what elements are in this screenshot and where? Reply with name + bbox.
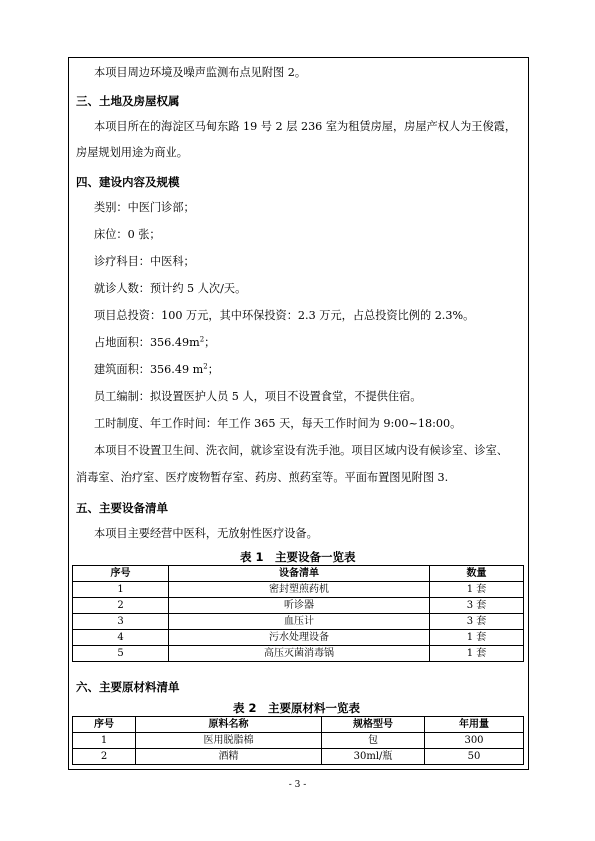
table-cell: 1 套 xyxy=(430,630,524,646)
table-header: 规格型号 xyxy=(322,717,425,733)
table-row xyxy=(73,582,524,598)
materials-table xyxy=(72,716,524,765)
line-land-area: 占地面积：$356.49m^2$； xyxy=(94,335,216,349)
line-building-area: 建筑面积：356.49 $m^2$； xyxy=(94,362,219,376)
table-cell: 密封塑煎药机 xyxy=(169,582,430,598)
page-number: - 3 - xyxy=(288,780,307,790)
table-header: 年用量 xyxy=(425,717,524,733)
line-investment: 项目总投资：100 万元，其中环保投资：2.3 万元，占总投资比例的 2.3%。 xyxy=(94,309,475,322)
table-cell: 医用脱脂棉 xyxy=(136,733,322,749)
table-row xyxy=(73,598,524,614)
table-cell: 高压灭菌消毒锅 xyxy=(169,646,430,662)
line-staff: 员工编制：拟设置医护人员 5 人，项目不设置食堂，不提供住宿。 xyxy=(94,390,422,403)
line-category: 类别：中医门诊部； xyxy=(94,201,195,214)
table-header: 序号 xyxy=(73,566,169,582)
heading-construction: 四、建设内容及规模 xyxy=(76,175,180,189)
table-header-row xyxy=(73,566,524,582)
table-cell: 听诊器 xyxy=(169,598,430,614)
line-layout-1: 本项目不设置卫生间、洗衣间，就诊室设有洗手池。项目区域内设有候诊室、诊室、 xyxy=(94,444,508,457)
table-header: 序号 xyxy=(73,717,136,733)
line-departments: 诊疗科目：中医科； xyxy=(94,255,195,268)
paragraph-env: 本项目周边环境及噪声监测布点见附图 2。 xyxy=(94,66,307,79)
table-cell: 3 套 xyxy=(430,598,524,614)
paragraph-land-2: 房屋规划用途为商业。 xyxy=(76,146,188,159)
paragraph-equipment: 本项目主要经营中医科，无放射性医疗设备。 xyxy=(94,527,318,540)
table-header: 原料名称 xyxy=(136,717,322,733)
table-row xyxy=(73,749,524,765)
table-cell: 30ml/瓶 xyxy=(322,749,425,765)
page-frame xyxy=(68,57,529,770)
table-cell: 3 套 xyxy=(430,614,524,630)
line-visitors: 就诊人数：预计约 5 人次/天。 xyxy=(94,282,247,295)
table-cell: 1 xyxy=(73,733,136,749)
table-cell: 50 xyxy=(425,749,524,765)
table-cell: 1 xyxy=(73,582,169,598)
table-row xyxy=(73,614,524,630)
line-beds: 床位：0 张； xyxy=(94,228,161,241)
table-cell: 5 xyxy=(73,646,169,662)
table-cell: 污水处理设备 xyxy=(169,630,430,646)
heading-equipment: 五、主要设备清单 xyxy=(76,501,168,515)
paragraph-land-1: 本项目所在的海淀区马甸东路 19 号 2 层 236 室为租赁房屋，房屋产权人为王俊霞， xyxy=(94,120,517,133)
table-cell: 酒精 xyxy=(136,749,322,765)
table-cell: 1 套 xyxy=(430,582,524,598)
heading-land: 三、土地及房屋权属 xyxy=(76,94,180,108)
table-cell: 2 xyxy=(73,749,136,765)
table-cell: 包 xyxy=(322,733,425,749)
table-cell: 血压计 xyxy=(169,614,430,630)
table-row xyxy=(73,630,524,646)
table-cell: 4 xyxy=(73,630,169,646)
line-layout-2: 消毒室、治疗室、医疗废物暂存室、药房、煎药室等。平面布置图见附图 3. xyxy=(76,471,449,484)
table-header: 设备清单 xyxy=(169,566,430,582)
table-row xyxy=(73,733,524,749)
table-row xyxy=(73,646,524,662)
table2-caption: 表 2 主要原材料一览表 xyxy=(233,701,361,715)
line-working-hours: 工时制度、年工作时间：年工作 365 天，每天工作时间为 9:00~18:00。 xyxy=(94,417,462,430)
table-header-row xyxy=(73,717,524,733)
equipment-table xyxy=(72,565,524,662)
table1-caption: 表 1 主要设备一览表 xyxy=(240,550,356,564)
table-cell: 3 xyxy=(73,614,169,630)
heading-materials: 六、主要原材料清单 xyxy=(76,680,180,694)
table-cell: 1 套 xyxy=(430,646,524,662)
table-cell: 300 xyxy=(425,733,524,749)
table-cell: 2 xyxy=(73,598,169,614)
table-header: 数量 xyxy=(430,566,524,582)
